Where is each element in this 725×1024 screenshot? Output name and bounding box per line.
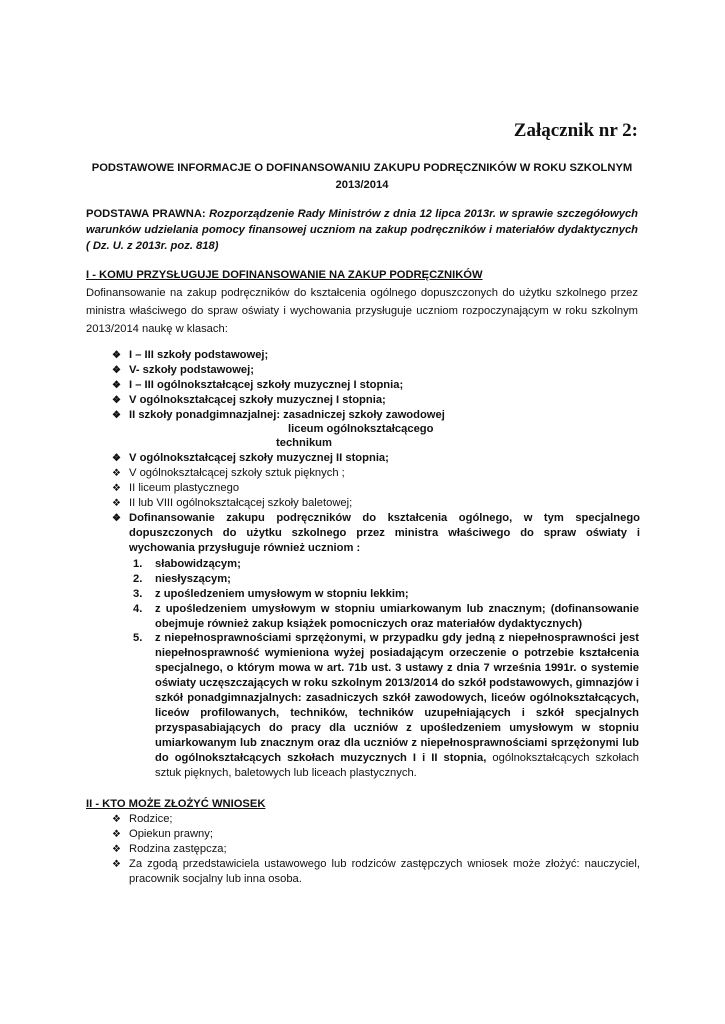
bullet-icon: ❖	[112, 829, 121, 840]
bullet-icon: ❖	[112, 453, 121, 464]
title-line-1: PODSTAWOWE INFORMACJE O DOFINANSOWANIU ZAKUPU PODRĘCZNIKÓW W ROKU SZKOLNYM	[91, 162, 633, 174]
bullet-icon: ❖	[112, 395, 121, 406]
attachment-label: Załącznik nr 2:	[513, 120, 638, 141]
legal-basis-text: Rozporządzenie Rady Ministrów z dnia 12 lipca 2013r. w sprawie szczegółowych warunków udzielania pomocy finansowej uczniom na zakup podręczników i materiałów dydaktycznych ( Dz. U. z 2013r. poz. 818)	[86, 208, 639, 252]
bullet-icon: ❖	[112, 350, 121, 361]
bullet-icon: ❖	[112, 410, 121, 421]
bullet-icon: ❖	[112, 380, 121, 391]
bullet-icon: ❖	[112, 513, 121, 524]
bullet-icon: ❖	[112, 844, 121, 855]
bullet-icon: ❖	[112, 365, 121, 376]
bullet-icon: ❖	[112, 483, 121, 494]
bullet-icon: ❖	[112, 859, 121, 870]
bullet-icon: ❖	[112, 498, 121, 509]
bullet-icon: ❖	[112, 468, 121, 479]
sub-item-technikum: technikum	[276, 437, 332, 449]
section-1-paragraph: Dofinansowanie na zakup podręczników do kształcenia ogólnego dopuszczonych do użytku szkolnego przez ministra właściwego do spraw oświaty i wychowania przysługuje uczniom rozpoczynającym w roku szkolnym 2013/2014 naukę w klasach:	[86, 287, 638, 335]
sub-item-liceum: liceum ogólnokształcącego	[288, 423, 434, 435]
section-2-heading: II - KTO MOŻE ZŁOŻYĆ WNIOSEK	[86, 798, 266, 810]
document-page: Załącznik nr 2: PODSTAWOWE INFORMACJE O DOFINANSOWANIU ZAKUPU PODRĘCZNIKÓW W ROKU SZKOLNYM 2013/2014 PODSTAWA PRAWNA: Rozporządzenie Rady Ministrów z dnia 12 lipca 2013r. w sprawie szczegółowych warunków udzielania pomocy finansowej uczniom na zakup podręczników i materiałów dydaktycznych ( Dz. U. z 2013r. poz. 818) I - KOMU PRZYSŁUGUJE DOFINANSOWANIE NA ZAKUP PODRĘCZNIKÓW Dofinansowanie na zakup podręczników do kształcenia ogólnego dopuszczonych do użytku szkolnego przez ministra właściwego do spraw oświaty i wychowania przysługuje uczniom rozpoczynającym w roku szkolnym 2013/2014 naukę w klasach: ❖ I – III szkoły podstawowej; ❖ V- szkoły podstawowej; ❖ I – III ogólnokształcącej szkoły muzycznej I stopnia; ❖ V ogólnokształcącej szkoły muzycznej I stopnia; ❖ II szkoły ponadgimnazjalnej: zasadniczej szkoły zawodowej liceum ogólnokształcącego technikum ❖ V ogólnokształcącej szkoły muzycznej II stopnia; ❖ V ogólnokształcącej szkoły sztuk pięknych ; ❖ II liceum plastycznego ❖ II lub VIII ogólnokształcącej szkoły baletowej; ❖ Dofinansowanie zakupu podręczników do kształcenia ogólnego, w tym specjalnego dopuszczonych do użytku szkolnego przez ministra właściwego do spraw oświaty i wychowania przysługuje również uczniom : 1. słabowidzącym; 2. niesłyszącym; 3. z upośledzeniem umysłowym w stopniu lekkim; 4. z upośledzeniem umysłowym w stopniu umiarkowanym lub znacznym; (dofinansowanie obejmuje również zakup książek pomocniczych oraz materiałów dydaktycznych) 5. z niepełnosprawnościami sprzężonymi, w przypadku gdy jedną z niepełnosprawności jest niepełnosprawność wymieniona wyżej posiadającym orzeczenie o potrzebie kształcenia specjalnego, o którym mowa w art. 71b ust. 3 ustawy z dnia 7 września 1991r. o systemie oświaty uczęszczających w roku szkolnym 2013/2014 do szkół podstawowych, gimnazjów i szkół ponadgimnazjalnych: zasadniczych szkół zawodowych, liceów ogólnokształcących, liceów profilowanych, techników, techników uzupełniających i szkół specjalnych przyspasabiających do pracy dla uczniów z upośledzeniem umysłowym w stopniu umiarkowanym lub znacznym oraz dla uczniów z niepełnosprawnościami sprzężonymi lub do ogólnokształcących szkołach muzycznych I i II stopnia, ogólnokształcących szkołach sztuk pięknych, baletowych lub liceach plastycznych. II - KTO MOŻE ZŁOŻYĆ WNIOSEK ❖ Rodzice; ❖ Opiekun prawny; ❖ Rodzina zastępcza; ❖ Za zgodą przedstawiciela ustawowego lub rodziców zastępczych wniosek może złożyć: nauczyciel, pracownik socjalny lub inna osoba.	[86, 120, 640, 885]
legal-basis-label: PODSTAWA PRAWNA:	[86, 208, 206, 220]
section-1-heading: I - KOMU PRZYSŁUGUJE DOFINANSOWANIE NA ZAKUP PODRĘCZNIKÓW	[86, 269, 483, 281]
bullet-icon: ❖	[112, 814, 121, 825]
numbered-item-5-tail: ogólnokształcących szkołach sztuk pięknych, baletowych lub liceach plastycznych.	[155, 752, 639, 779]
legal-basis	[86, 206, 638, 254]
document-title	[86, 160, 638, 194]
numbered-item-5-bold: z niepełnosprawnościami sprzężonymi, w przypadku gdy jedną z niepełnosprawności jest niepełnosprawność wymieniona wyżej posiadającym orzeczenie o potrzebie kształcenia specjalnego, o którym mowa w art. 71b ust. 3 ustawy z dnia 7 września 1991r. o systemie oświaty uczęszczających w roku szkolnym 2013/2014 do szkół podstawowych, gimnazjów i szkół ponadgimnazjalnych: zasadniczych szkół zawodowych, liceów ogólnokształcących, liceów profilowanych, techników, techników uzupełniających i szkół specjalnych przyspasabiających do pracy dla uczniów z upośledzeniem umysłowym w stopniu umiarkowanym lub znacznym oraz dla uczniów z niepełnosprawnościami sprzężonymi lub do ogólnokształcących szkołach muzycznych I i II stopnia,	[155, 632, 639, 764]
title-line-2: 2013/2014	[335, 179, 389, 191]
